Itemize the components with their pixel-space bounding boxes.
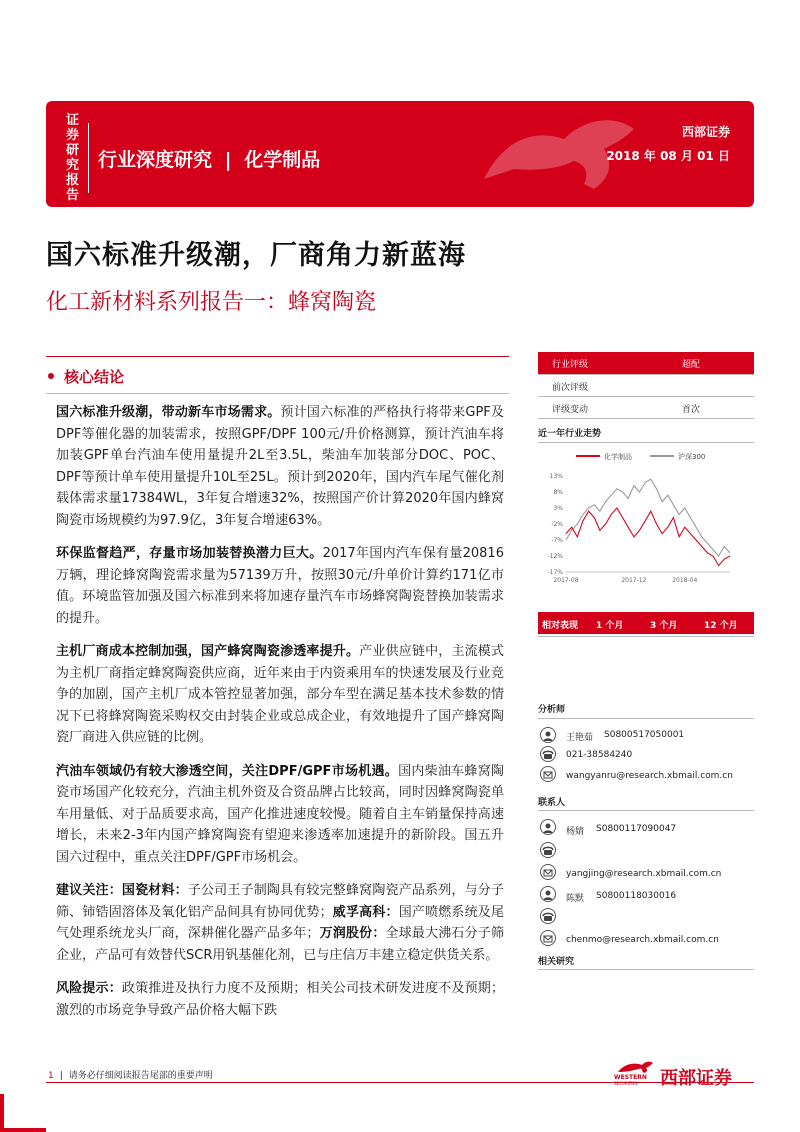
perf-col-3m: 3 个月 xyxy=(650,621,678,631)
row-divider xyxy=(538,418,754,419)
y-tick-label: -7% xyxy=(551,537,563,544)
rating-value: 超配 xyxy=(682,360,701,370)
section-bottom-rule xyxy=(46,393,509,394)
title-separator: | xyxy=(224,149,232,171)
company-text: 国产喷燃系统及尾气处理系统龙头厂商，深耕催化器产品多年； xyxy=(56,904,504,941)
company-label: 威孚高科： xyxy=(332,904,399,920)
email-icon xyxy=(540,930,556,946)
footer-separator: | xyxy=(59,1071,63,1081)
phone-icon xyxy=(540,842,556,858)
rating-label: 评级变动 xyxy=(552,405,589,415)
email-icon xyxy=(540,766,556,782)
person-icon xyxy=(540,819,556,835)
corner-accent xyxy=(0,1128,46,1132)
paragraph-text: 2017年国内汽车保有量20816万辆，理论蜂窝陶瓷需求量为57139万升，按照30元/升单价计算约171亿市值。环境监管加强及国六标准到来将加速存量汽车市场蜂窝陶瓷替换加装需求的提升。 xyxy=(56,546,504,626)
company-label: 国瓷材料： xyxy=(121,883,188,898)
page-number: 1 xyxy=(48,1071,54,1081)
body-text xyxy=(56,402,504,1033)
footer-logo xyxy=(614,1060,754,1090)
paragraph-text: 产业供应链中，主流模式为主机厂商指定蜂窝陶瓷供应商，近年来由于内资乘用车的快速发展及行业竞争的加剧，国产主机厂成本管控显著加强，部分车型在满足基本技术参数的情况下已将蜂窝陶瓷采购权交由封装企业或总成企业，有效地提升了国产蜂窝陶瓷厂商进入供应链的比例。 xyxy=(56,644,504,745)
industry-trend-chart xyxy=(538,446,754,588)
chart-title-rule xyxy=(538,442,754,443)
x-tick-label: 2018-04 xyxy=(672,577,698,584)
section-top-rule xyxy=(46,356,509,357)
main-title: 国六标准升级潮，厂商角力新蓝海 xyxy=(46,240,466,271)
bullet-icon xyxy=(48,373,54,379)
rating-row xyxy=(538,397,754,418)
risk-text: 政策推进及执行力度不及预期；相关公司技术研发进度不及预期；激烈的市场竞争导致产品价格大幅下跌 xyxy=(56,981,504,1018)
y-tick-label: 13% xyxy=(549,473,563,480)
sub-title: 化工新材料系列报告一：蜂窝陶瓷 xyxy=(46,290,377,315)
contact-name: 杨婧 xyxy=(566,827,585,837)
legend-label: 化学制品 xyxy=(604,453,632,461)
risk-paragraph xyxy=(56,978,504,1021)
analyst-phone: 021-38584240 xyxy=(566,750,633,760)
sector-name: 化学制品 xyxy=(244,149,321,171)
y-tick-label: 3% xyxy=(553,505,563,512)
y-tick-label: 8% xyxy=(553,489,563,496)
contacts-rule xyxy=(538,810,754,811)
relative-performance-header xyxy=(538,612,754,634)
rating-table xyxy=(538,352,754,418)
contacts-label: 联系人 xyxy=(538,798,566,808)
perf-col-label: 相对表现 xyxy=(542,621,579,631)
email-icon xyxy=(540,864,556,880)
company-label: 万润股份： xyxy=(319,926,386,941)
perf-col-1m: 1 个月 xyxy=(596,621,624,631)
corner-accent xyxy=(0,1094,4,1132)
contact-email[interactable]: yangjing@research.xbmail.com.cn xyxy=(566,869,722,879)
y-axis-ticks xyxy=(547,473,730,576)
report-type-title xyxy=(98,145,320,172)
y-tick-label: -17% xyxy=(547,569,563,576)
x-axis-ticks xyxy=(553,577,697,584)
rating-row xyxy=(538,375,754,396)
perf-rule xyxy=(538,636,754,637)
chart-legend xyxy=(576,452,705,461)
phone-icon xyxy=(540,908,556,924)
analysts-rule xyxy=(538,718,754,719)
section-heading xyxy=(48,366,124,387)
paragraph-lead: 环保监督趋严，存量市场加装替换潜力巨大。 xyxy=(56,546,323,561)
paragraph-text: 国内柴油车蜂窝陶瓷市场国产化较充分，汽油主机外资及合资品牌占比较高，同时因蜂窝陶瓷单车用量低、对于品质要求高，国产化推进速度较慢。随着自主车销量保持高速增长，未来2-3年内国产蜂窝陶瓷有望迎来渗透率加速提升的新阶段。国五升国六过程中，重点关注DPF/GPF市场机会。 xyxy=(56,763,504,865)
contact-license: S0800117090047 xyxy=(596,824,677,834)
related-research-label: 相关研究 xyxy=(538,957,575,967)
header-banner xyxy=(46,101,754,207)
footer-notice xyxy=(48,1068,213,1081)
paragraph-lead: 国六标准升级潮，带动新车市场需求。 xyxy=(56,405,281,420)
y-tick-label: -2% xyxy=(551,521,563,528)
x-tick-label: 2017-12 xyxy=(621,577,647,584)
paragraph xyxy=(56,543,504,629)
series-line xyxy=(566,508,730,566)
x-tick-label: 2017-08 xyxy=(553,577,579,584)
rating-label: 行业评级 xyxy=(552,360,589,370)
chart-series xyxy=(566,479,730,565)
analysts-label: 分析师 xyxy=(538,705,566,715)
paragraph xyxy=(56,402,504,531)
rating-row xyxy=(538,352,754,374)
rating-label: 前次评级 xyxy=(552,383,589,393)
legend-label: 沪深300 xyxy=(678,453,706,461)
series-line xyxy=(566,479,730,556)
contact-email[interactable]: chenmo@research.xbmail.com.cn xyxy=(566,935,719,945)
report-category-label: 证券研究报告 xyxy=(66,113,80,203)
perf-col-12m: 12 个月 xyxy=(704,621,738,631)
logo-english-sub: SECURITIES xyxy=(614,1081,638,1086)
logo-english: WESTERN xyxy=(614,1074,647,1081)
company-text: 全球最大沸石分子筛企业，产品可有效替代SCR用钒基催化剂，已与庄信万丰建立稳定供货关系。 xyxy=(56,926,504,963)
phone-icon xyxy=(540,746,556,762)
y-tick-label: -12% xyxy=(547,553,563,560)
header-divider xyxy=(88,123,89,193)
analyst-email[interactable]: wangyanru@research.xbmail.com.cn xyxy=(566,771,733,781)
bull-icon xyxy=(616,1060,654,1074)
footer-notice-text: 请务必仔细阅读报告尾部的重要声明 xyxy=(68,1071,213,1081)
advice-label: 建议关注： xyxy=(56,883,122,898)
risk-label: 风险提示： xyxy=(56,981,122,996)
company-text: 子公司王子制陶具有较完整蜂窝陶瓷产品系列，与分子筛、铈锆固溶体及氧化铝产品间具有协同优势； xyxy=(56,883,504,920)
report-date: 2018 年 08 月 01 日 xyxy=(606,149,730,163)
advice-paragraph xyxy=(56,880,504,966)
contact-name: 陈默 xyxy=(566,894,585,904)
analyst-license: S0800517050001 xyxy=(604,730,685,740)
analyst-name: 王艳茹 xyxy=(566,733,594,743)
person-icon xyxy=(540,727,556,743)
logo-chinese: 西部证券 xyxy=(660,1068,732,1089)
paragraph-lead: 汽油车领域仍有较大渗透空间，关注DPF/GPF市场机遇。 xyxy=(56,763,399,779)
related-rule xyxy=(538,969,754,970)
paragraph xyxy=(56,641,504,749)
contact-license: S0800118030016 xyxy=(596,891,677,901)
section-heading-text: 核心结论 xyxy=(64,368,125,386)
report-type: 行业深度研究 xyxy=(98,149,213,171)
rating-value: 首次 xyxy=(682,405,701,415)
paragraph-text: 预计国六标准的严格执行将带来GPF及DPF等催化器的加装需求，按照GPF/DPF 100元/升价格测算，预计汽油车将加装GPF单台汽油车使用量提升2L至3.5L，柴油车加装部分DOC、POC、DPF等预计单车使用量提升10L至25L。预计到2020年，国内汽车尾气催化剂载体需求量17384WL，3年复合增速32%，按照国产价计算2020年国内蜂窝陶瓷市场规模约为97.9亿，3年复合增速63%。 xyxy=(56,405,504,528)
paragraph-lead: 主机厂商成本控制加强，国产蜂窝陶瓷渗透率提升。 xyxy=(56,644,360,659)
chart-title: 近一年行业走势 xyxy=(538,429,602,439)
brand-name: 西部证券 xyxy=(681,125,730,139)
paragraph xyxy=(56,761,504,869)
person-icon xyxy=(540,886,556,902)
